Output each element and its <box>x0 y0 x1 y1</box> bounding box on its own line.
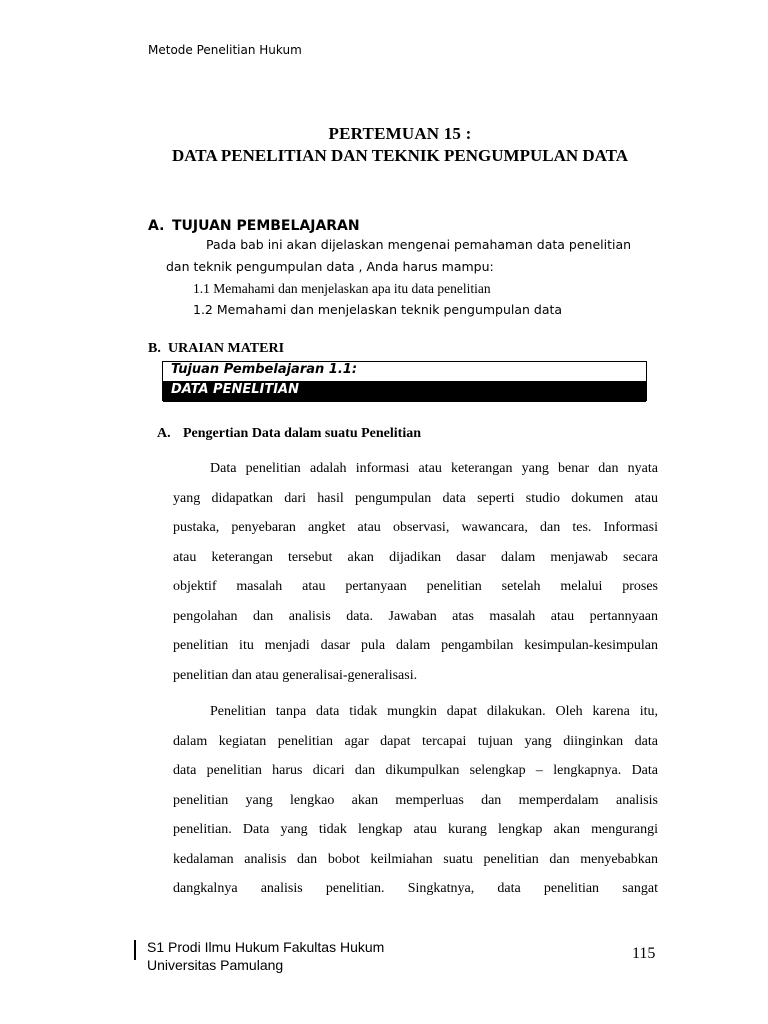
footer-institution: S1 Prodi Ilmu Hukum Fakultas Hukum <box>147 939 385 955</box>
box-title: DATA PENELITIAN <box>171 382 299 397</box>
paragraph-line: atau keterangan tersebut akan dijadikan dasar dalam menjawab secara <box>173 549 658 565</box>
paragraph-line: penelitian dan atau generalisai-generalisasi. <box>173 667 418 683</box>
paragraph-line: Penelitian tanpa data tidak mungkin dapat dilakukan. Oleh karena itu, <box>210 704 658 719</box>
section-b-heading <box>148 341 284 357</box>
chapter-number: PERTEMUAN 15 : <box>328 124 472 143</box>
paragraph-line: penelitian. Data yang tidak lengkap atau kurang lengkap akan mengurangi <box>173 822 658 837</box>
paragraph-line: objektif masalah atau pertanyaan penelitian setelah melalui proses <box>173 579 658 594</box>
objective-item: 1.1 Memahami dan menjelaskan apa itu data penelitian <box>193 281 491 296</box>
box-title-bar <box>163 381 646 402</box>
intro-text-line: Pada bab ini akan dijelaskan mengenai pemahaman data penelitian <box>206 237 632 252</box>
learning-objective-box <box>162 361 647 401</box>
running-header: Metode Penelitian Hukum <box>148 43 302 57</box>
paragraph-line: pengolahan dan analisis data. Jawaban atas masalah atau pertannyaan <box>173 608 658 624</box>
subsection-heading <box>157 426 421 442</box>
footer-university: Universitas Pamulang <box>147 957 284 973</box>
subsection-letter: A. <box>157 426 171 441</box>
paragraph-line: dalam kegiatan penelitian agar dapat tercapai tujuan yang diinginkan data <box>173 733 658 749</box>
section-letter: B. <box>148 341 161 356</box>
paragraph-line: data penelitian harus dicari dan dikumpulkan selengkap – lengkapnya. Data <box>173 763 658 778</box>
intro-text-line: dan teknik pengumpulan data , Anda harus mampu: <box>166 259 494 274</box>
paragraph-line: pustaka, penyebaran angket atau observasi, wawancara, dan tes. Informasi <box>173 520 658 535</box>
paragraph-line: penelitian yang lengkao akan memperluas dan memperdalam analisis <box>173 792 658 808</box>
box-label: Tujuan Pembelajaran 1.1: <box>171 362 358 377</box>
section-title: TUJUAN PEMBELAJARAN <box>172 218 360 234</box>
subsection-title: Pengertian Data dalam suatu Penelitian <box>183 426 421 441</box>
chapter-title: DATA PENELITIAN DAN TEKNIK PENGUMPULAN DATA <box>171 146 629 165</box>
paragraph-line: dangkalnya analisis penelitian. Singkatnya, data penelitian sangat <box>173 881 658 896</box>
paragraph-line: Data penelitian adalah informasi atau keterangan yang benar dan nyata <box>210 461 658 476</box>
footer-divider <box>134 940 136 960</box>
paragraph-line: kedalaman analisis dan bobot keilmiahan suatu penelitian dan menyebabkan <box>173 851 658 867</box>
section-letter: A. <box>148 218 165 234</box>
paragraph-line: yang didapatkan dari hasil pengumpulan data seperti studio dokumen atau <box>173 490 658 506</box>
paragraph-line: penelitian itu menjadi dasar pula dalam pengambilan kesimpulan-kesimpulan <box>173 638 658 653</box>
page-number: 115 <box>632 945 656 962</box>
objective-item: 1.2 Memahami dan menjelaskan teknik pengumpulan data <box>193 302 563 317</box>
section-a-heading <box>148 218 360 234</box>
section-title: URAIAN MATERI <box>168 341 285 356</box>
